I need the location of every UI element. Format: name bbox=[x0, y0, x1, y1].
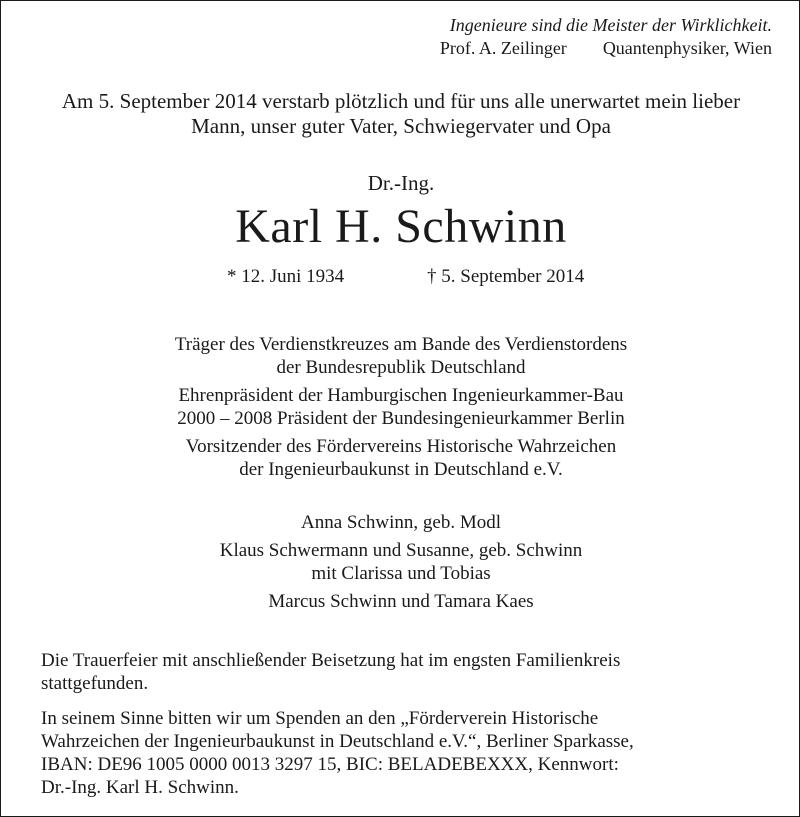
quote-author-role: Quantenphysiker, Wien bbox=[602, 38, 772, 58]
deceased-academic-title: Dr.-Ing. bbox=[367, 171, 435, 195]
honor-entry bbox=[1, 435, 800, 481]
honor-line: der Ingenieurbaukunst in Deutschland e.V. bbox=[239, 459, 563, 480]
mourner-entry bbox=[1, 511, 800, 534]
quote-author: Prof. A. Zeilinger bbox=[439, 38, 567, 58]
footer-notes bbox=[41, 649, 771, 811]
announcement-text bbox=[1, 89, 800, 139]
quote-attribution bbox=[440, 37, 772, 60]
donation-line: Wahrzeichen der Ingenieurbaukunst in Deutschland e.V.“, Berliner Sparkasse, bbox=[41, 731, 634, 752]
death-date: † 5. September 2014 bbox=[427, 266, 585, 287]
honor-line: Ehrenpräsident der Hamburgischen Ingenieurkammer-Bau bbox=[178, 385, 624, 406]
mourner-line: Klaus Schwermann und Susanne, geb. Schwinn bbox=[219, 540, 583, 561]
announcement-line: Mann, unser guter Vater, Schwiegervater und Opa bbox=[191, 114, 611, 138]
mourner-line: Anna Schwinn, geb. Modl bbox=[300, 512, 501, 533]
honors-list bbox=[1, 333, 800, 486]
donation-line: Dr.-Ing. Karl H. Schwinn. bbox=[41, 777, 239, 798]
honor-line: der Bundesrepublik Deutschland bbox=[276, 357, 526, 378]
mourner-entry bbox=[1, 539, 800, 585]
honor-entry bbox=[1, 333, 800, 379]
funeral-line: Die Trauerfeier mit anschließender Beisetzung hat im engsten Familienkreis bbox=[41, 650, 621, 671]
mourner-entry bbox=[1, 590, 800, 613]
deceased-name: Karl H. Schwinn bbox=[235, 200, 567, 253]
mourner-line: Marcus Schwinn und Tamara Kaes bbox=[268, 591, 534, 612]
mourners-list bbox=[1, 511, 800, 618]
funeral-line: stattgefunden. bbox=[41, 673, 149, 694]
honor-line: 2000 – 2008 Präsident der Bundesingenieurkammer Berlin bbox=[177, 408, 625, 429]
donation-note bbox=[41, 707, 771, 799]
announcement-line: Am 5. September 2014 verstarb plötzlich und für uns alle unerwartet mein lieber bbox=[61, 89, 741, 113]
mourner-line: mit Clarissa und Tobias bbox=[311, 563, 491, 584]
donation-line: In seinem Sinne bitten wir um Spenden an den „Förderverein Historische bbox=[41, 708, 599, 729]
donation-line: IBAN: DE96 1005 0000 0013 3297 15, BIC: BELADEBEXXX, Kennwort: bbox=[41, 754, 619, 775]
funeral-note bbox=[41, 649, 771, 695]
epigraph-quote bbox=[440, 14, 772, 60]
honor-line: Träger des Verdienstkreuzes am Bande des Verdienstordens bbox=[174, 334, 628, 355]
honor-line: Vorsitzender des Fördervereins Historische Wahrzeichen bbox=[185, 436, 617, 457]
birth-date: * 12. Juni 1934 bbox=[227, 266, 345, 287]
quote-text: Ingenieure sind die Meister der Wirklichkeit. bbox=[449, 15, 772, 35]
honor-entry bbox=[1, 384, 800, 430]
